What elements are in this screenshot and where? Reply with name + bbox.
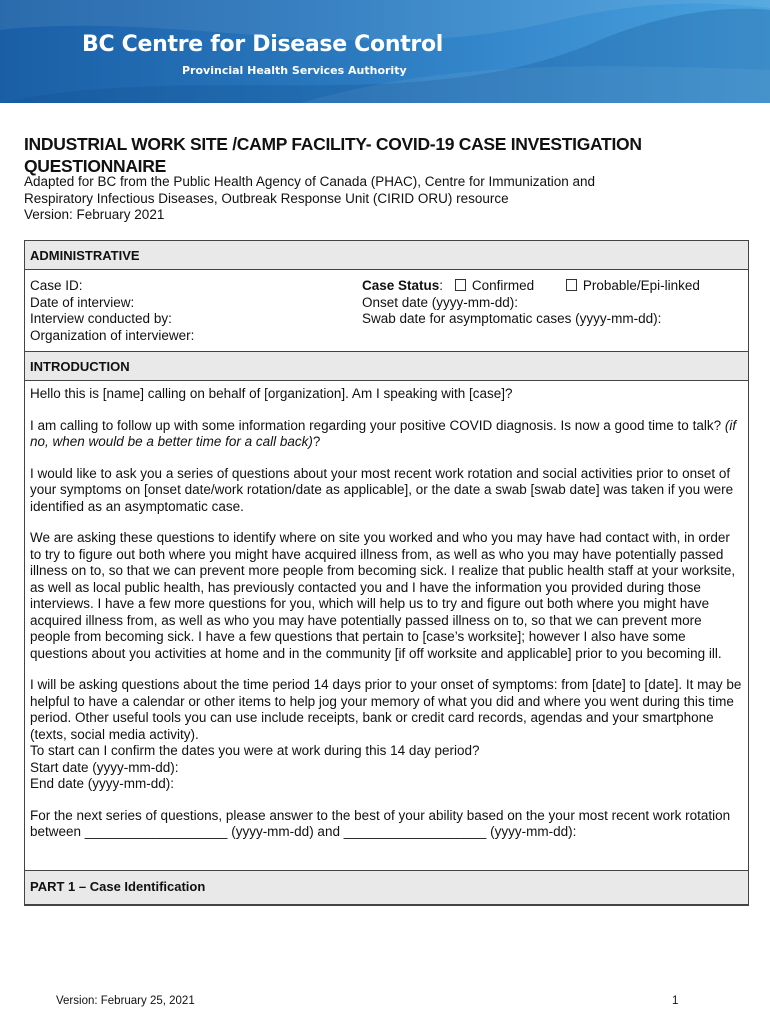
case-status-row [362,278,742,295]
end-date-label: End date (yyyy-mm-dd): [30,776,175,791]
intro-paragraph-6: To start can I confirm the dates you were at work during this 14 day period? [30,743,480,758]
document-title: INDUSTRIAL WORK SITE /CAMP FACILITY- COVID-19 CASE INVESTIGATION QUESTIONNAIRE [24,134,642,176]
version-line: Version: February 2021 [24,207,165,222]
org-name: BC Centre for Disease Control [82,32,444,57]
questionnaire-table [24,240,749,906]
admin-fields-right [362,278,742,328]
intro-paragraph-1: Hello this is [name] calling on behalf of [organization]. Am I speaking with [case]? [30,386,513,401]
footer-version: Version: February 25, 2021 [56,995,195,1007]
case-status-colon: : [439,278,444,293]
case-status-label: Case Status [362,278,440,293]
introduction-body [30,386,742,856]
intro-paragraph-5: I will be asking questions about the time period 14 days prior to your onset of symptoms: from [date] to [date]. It may be helpful to have a calendar or other items to help jog your memory of what you did and where you went during this time period. Other useful tools you can use include receipts, bank or credit card records, agendas and your smartphone (texts, social media activity). [30,677,742,742]
probable-checkbox[interactable] [566,279,577,291]
intro-paragraph-2-italic: (if no, when would be a better time for a call back) [30,417,737,449]
probable-option-label: Probable/Epi-linked [582,278,700,293]
confirmed-checkbox[interactable] [455,279,466,291]
intro-paragraph-9: For the next series of questions, please answer to the best of your ability based on the your most recent work rotation between ___________________ (yyyy-mm-dd) and ___________________ (yyyy-mm-dd): [30,807,731,839]
section-heading-part1: PART 1 – Case Identification [25,870,748,905]
header-banner [0,0,770,103]
organization-label: Organization of interviewer: [30,327,195,343]
adapted-line-2: Respiratory Infectious Diseases, Outbreak Response Unit (CIRID ORU) resource [24,190,509,206]
start-date-label: Start date (yyyy-mm-dd): [30,759,179,775]
interviewer-label: Interview conducted by: [30,311,172,326]
adapted-line-1: Adapted for BC from the Public Health Agency of Canada (PHAC), Centre for Immunization and [24,174,596,189]
admin-fields-left [30,278,350,344]
case-id-label: Case ID: [30,278,83,293]
intro-paragraph-2-text: I am calling to follow up with some information regarding your positive COVID diagnosis. Is now a good time to talk? [30,417,722,433]
intro-paragraph-2-end: ? [312,434,321,449]
page-number: 1 [672,995,679,1007]
intro-paragraph-2 [30,418,742,451]
section-heading-introduction: INTRODUCTION [25,351,748,381]
document-meta [24,174,744,224]
org-subtitle: Provincial Health Services Authority [182,64,407,77]
section-heading-administrative: ADMINISTRATIVE [25,240,748,270]
swab-date-label: Swab date for asymptomatic cases (yyyy-mm-dd): [362,311,662,326]
confirmed-option-label: Confirmed [471,278,535,293]
interview-date-label: Date of interview: [30,294,135,310]
onset-date-label: Onset date (yyyy-mm-dd): [362,294,519,310]
intro-paragraph-4: We are asking these questions to identify where on site you worked and who you may have had contact with, in order to try to figure out both where you might have acquired illness from, as well as who you may have potentially passed illness on to, so that we can prevent more people from becoming sick. I realize that public health staff at your worksite, as well as local public health, has previously contacted you and I have the information you provided during those interviews. I have a few more questions for you, which will help us to try and figure out both where you might have acquired illness from, as well as who you may have potentially passed illness on to, so that we can prevent more people from becoming sick. I have a few questions that pertain to [case’s worksite]; however I also have some questions about you activities at home and in the community [if off worksite and applicable] prior to you becoming ill. [30,530,736,661]
intro-paragraph-3: I would like to ask you a series of questions about your most recent work rotation and social activities prior to onset of your symptoms on [onset date/work rotation/date as applicable], or the date a swab [swab date] was taken if you were identified as an asymptomatic case. [30,465,734,514]
